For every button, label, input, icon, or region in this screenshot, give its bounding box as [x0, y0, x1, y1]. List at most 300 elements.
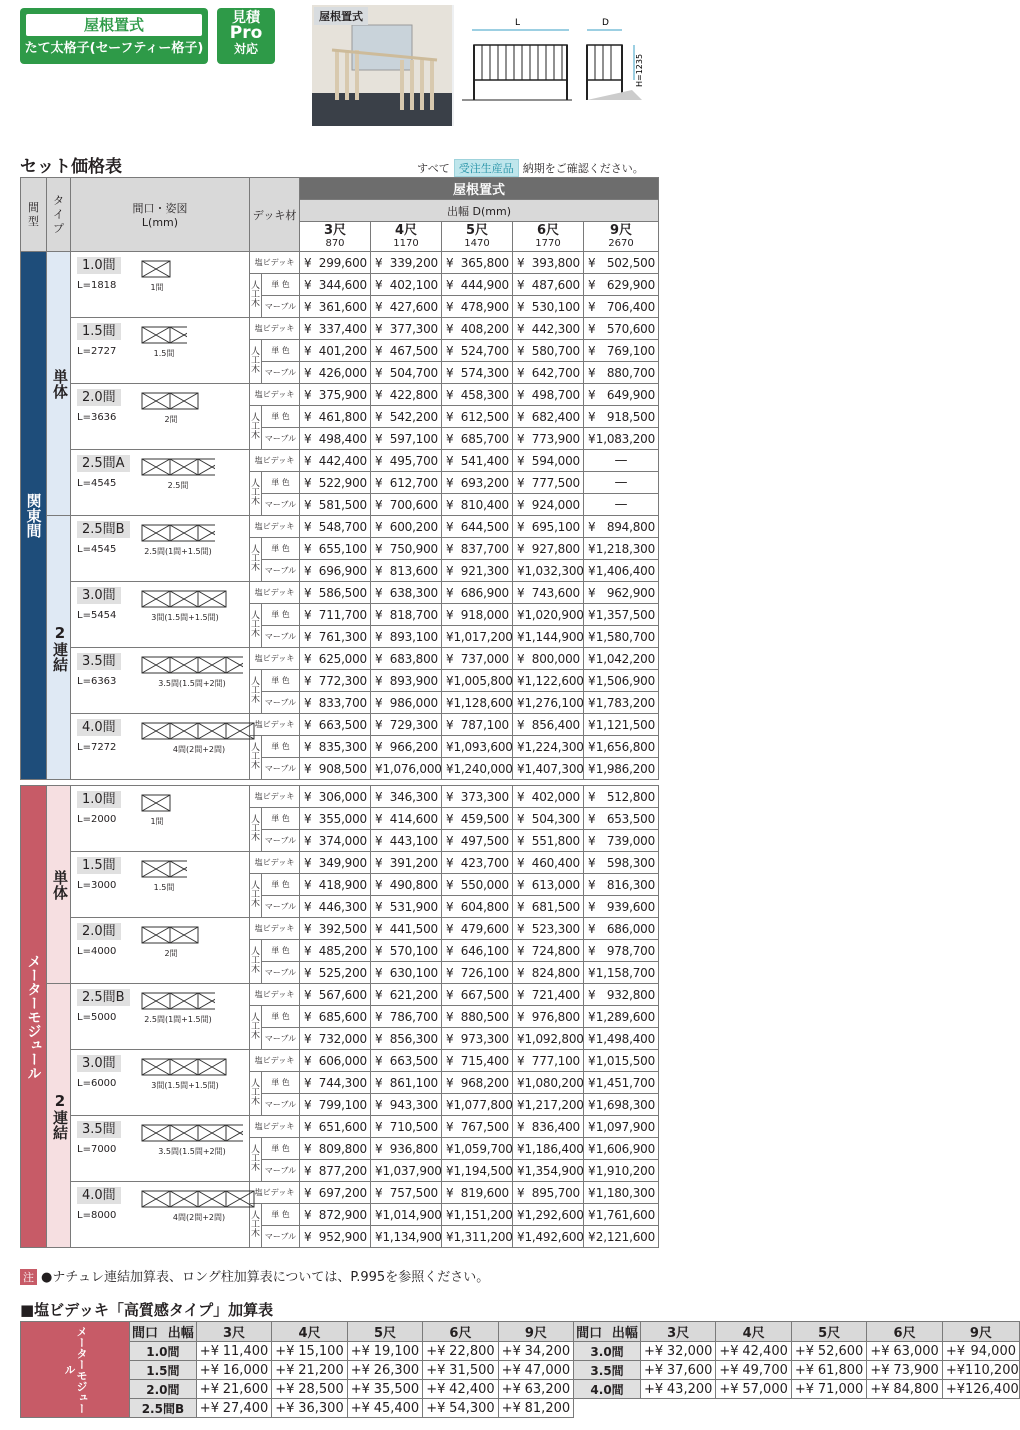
deck-enbi-label: 塩ビデッキ [250, 582, 300, 604]
yen-sign: ¥ [446, 855, 454, 870]
price-cell: ¥ 525,200 [300, 962, 371, 984]
yen-sign: ¥ [588, 519, 596, 534]
size-name: 2.0間 [77, 389, 121, 406]
price-cell: ¥ 531,900 [371, 896, 442, 918]
price-cell: — [584, 472, 659, 494]
plus-yen: +¥ [199, 1343, 219, 1359]
price-cell: ¥ 377,300 [371, 318, 442, 340]
elevation-diagram [141, 722, 257, 742]
plus-yen: +¥ [350, 1362, 370, 1378]
yen-sign: ¥ [588, 673, 596, 688]
price-cell: ¥ 837,700 [442, 538, 513, 560]
price-cell: ¥ 391,200 [371, 852, 442, 874]
price-cell: ¥ 365,800 [442, 252, 513, 274]
deck-jinkou-label: 人 工 木 [250, 538, 262, 582]
plus-yen: +¥ [870, 1343, 890, 1359]
table-row [21, 450, 659, 472]
price-cell: ¥ 1,986,200 [584, 758, 659, 780]
yen-sign: ¥ [446, 321, 454, 336]
deck-jinkou-label: 人 工 木 [250, 274, 262, 318]
depth-mm: 870 [325, 238, 345, 249]
yen-sign: ¥ [375, 943, 383, 958]
price-cell: ¥ 446,300 [300, 896, 371, 918]
price-cell: ¥ 1,292,600 [513, 1204, 584, 1226]
addon-value: +¥ 61,800 [791, 1361, 866, 1380]
depth-mm: 2670 [608, 238, 634, 249]
col-size-header [71, 178, 250, 252]
deck-tanshoku-label: 単 色 [262, 670, 300, 692]
plus-yen: +¥ [199, 1400, 219, 1416]
depth-label: 4尺 [394, 223, 418, 238]
price-cell: ¥ 418,900 [300, 874, 371, 896]
diagram-dim: 4間(2間+2間) [172, 1213, 226, 1222]
price-cell: ¥ 1,606,900 [584, 1138, 659, 1160]
yen-sign: ¥ [375, 277, 383, 292]
price-cell: ¥ 1,910,200 [584, 1160, 659, 1182]
depth-col-header [513, 222, 584, 252]
confirm-note [417, 159, 644, 177]
deck-marble-label: マーブル [262, 494, 300, 516]
yen-sign: ¥ [446, 965, 454, 980]
addon-value: +¥ 63,200 [498, 1380, 573, 1399]
price-cell: ¥ 799,100 [300, 1094, 371, 1116]
plus-yen: +¥ [275, 1343, 295, 1359]
plus-yen: +¥ [794, 1362, 815, 1378]
addon-col-header: 9尺 [498, 1322, 573, 1342]
dim-L: L [515, 18, 521, 28]
deck-jinkou-label: 人 工 木 [250, 1006, 262, 1050]
price-cell: ¥ 597,100 [371, 428, 442, 450]
price-cell: ¥ 861,100 [371, 1072, 442, 1094]
price-cell: ¥ 467,500 [371, 340, 442, 362]
yen-sign: ¥ [517, 1075, 525, 1090]
price-cell: ¥ 1,276,100 [513, 692, 584, 714]
depth-header: 出幅 D(mm) [300, 200, 659, 222]
price-cell: ¥ 706,400 [584, 296, 659, 318]
yen-sign: ¥ [588, 387, 596, 402]
yen-sign: ¥ [588, 1141, 596, 1156]
price-cell: ¥ 663,500 [300, 714, 371, 736]
addon-value: +¥ 71,000 [791, 1380, 866, 1399]
price-cell: ¥ 629,900 [584, 274, 659, 296]
yen-sign: ¥ [588, 761, 596, 776]
mitsumori-pro-badge [217, 8, 275, 64]
yen-sign: ¥ [588, 409, 596, 424]
yen-sign: ¥ [446, 811, 454, 826]
size-name: 1.0間 [77, 257, 121, 274]
yen-sign: ¥ [446, 673, 454, 688]
price-cell: ¥ 373,300 [442, 786, 513, 808]
diagram-dim: 4間(2間+2間) [172, 745, 226, 754]
yen-sign: ¥ [304, 541, 312, 556]
plus-yen: +¥ [350, 1381, 370, 1397]
price-cell: ¥ 715,400 [442, 1050, 513, 1072]
addon-value: +¥ 15,100 [272, 1342, 347, 1361]
elevation-diagram [141, 260, 173, 280]
price-cell: ¥ 685,600 [300, 1006, 371, 1028]
price-cell: ¥ 570,100 [371, 940, 442, 962]
type-label [47, 516, 71, 780]
deck-jinkou-label: 人 工 木 [250, 808, 262, 852]
yen-sign: ¥ [304, 965, 312, 980]
deck-marble-label: マーブル [262, 362, 300, 384]
deck-marble-label: マーブル [262, 428, 300, 450]
price-cell: ¥ 986,000 [371, 692, 442, 714]
price-cell: ¥ 1,580,700 [584, 626, 659, 648]
addon-row-name: 4.0間 [574, 1380, 641, 1399]
yen-sign: ¥ [375, 475, 383, 490]
yen-sign: ¥ [588, 255, 596, 270]
plus-yen: +¥ [426, 1343, 446, 1359]
deck-tanshoku-label: 単 色 [262, 406, 300, 428]
price-cell: ¥ 786,700 [371, 1006, 442, 1028]
deck-marble-label: マーブル [262, 830, 300, 852]
yen-sign: ¥ [517, 497, 525, 512]
price-cell: ¥ 1,180,300 [584, 1182, 659, 1204]
price-cell: ¥ 724,800 [513, 940, 584, 962]
yen-sign: ¥ [375, 855, 383, 870]
diagram-wrap [141, 326, 187, 359]
yen-sign: ¥ [517, 409, 525, 424]
price-cell: ¥ 1,218,300 [584, 538, 659, 560]
size-name: 2.5間B [77, 521, 130, 538]
plus-yen: +¥ [501, 1400, 521, 1416]
yen-sign: ¥ [517, 987, 525, 1002]
size-cell [71, 516, 250, 582]
depth-label: 9尺 [610, 223, 633, 238]
note-badge: 注 [20, 1269, 37, 1285]
yen-sign: ¥ [375, 431, 383, 446]
size-cell [71, 384, 250, 450]
diagram-dim: 2.5間 [167, 481, 189, 490]
dim-H: H=1235 [635, 53, 644, 87]
yen-sign: ¥ [517, 673, 525, 688]
price-cell: ¥ 787,100 [442, 714, 513, 736]
price-cell: ¥ 485,200 [300, 940, 371, 962]
price-cell: ¥ 1,217,200 [513, 1094, 584, 1116]
diagram-wrap [141, 392, 201, 425]
elevation-diagram [141, 656, 243, 676]
price-cell: ¥ 962,900 [584, 582, 659, 604]
addon-value: +¥ 52,600 [791, 1342, 866, 1361]
depth-mm: 1470 [464, 238, 490, 249]
yen-sign: ¥ [304, 651, 312, 666]
yen-sign: ¥ [588, 563, 596, 578]
yen-sign: ¥ [446, 541, 454, 556]
yen-sign: ¥ [517, 1097, 525, 1112]
yen-sign: ¥ [375, 1141, 383, 1156]
plus-yen: +¥ [643, 1381, 664, 1397]
yen-sign: ¥ [375, 1207, 383, 1222]
table-row [21, 714, 659, 736]
addon-value: +¥ 49,700 [716, 1361, 791, 1380]
price-cell: ¥ 700,600 [371, 494, 442, 516]
yen-sign: ¥ [304, 585, 312, 600]
price-cell: ¥ 711,700 [300, 604, 371, 626]
depth-col-header [584, 222, 659, 252]
confirm-pre: すべて [417, 162, 450, 175]
yen-sign: ¥ [588, 695, 596, 710]
yen-sign: ¥ [446, 1053, 454, 1068]
diagram-wrap [141, 1190, 257, 1223]
type-label [47, 786, 71, 984]
yen-sign: ¥ [588, 717, 596, 732]
yen-sign: ¥ [304, 1163, 312, 1178]
size-name: 3.5間 [77, 653, 121, 670]
deck-marble-label: マーブル [262, 296, 300, 318]
yen-sign: ¥ [304, 739, 312, 754]
elevation-diagram [141, 860, 187, 880]
yen-sign: ¥ [517, 585, 525, 600]
diagram-dim: 3.5間(1.5間+2間) [158, 1147, 226, 1156]
yen-sign: ¥ [446, 1097, 454, 1112]
price-cell: ¥ 581,500 [300, 494, 371, 516]
price-cell: ¥ 393,800 [513, 252, 584, 274]
price-cell: ¥ 1,783,200 [584, 692, 659, 714]
price-cell: ¥ 621,200 [371, 984, 442, 1006]
deck-tanshoku-label: 単 色 [262, 274, 300, 296]
price-cell: ¥ 490,800 [371, 874, 442, 896]
type-text: 単体 [51, 869, 69, 900]
col-type-header: タイプ [47, 178, 71, 252]
price-cell: ¥ 856,300 [371, 1028, 442, 1050]
size-length: L=5000 [77, 1012, 117, 1023]
yen-sign: ¥ [446, 1229, 454, 1244]
elevation-diagram [141, 1058, 229, 1078]
price-cell: ¥ 502,500 [584, 252, 659, 274]
addon-value: +¥ 54,300 [423, 1399, 498, 1418]
price-cell: ¥ 408,200 [442, 318, 513, 340]
yen-sign: ¥ [446, 497, 454, 512]
price-cell: ¥ 1,224,300 [513, 736, 584, 758]
deck-enbi-label: 塩ビデッキ [250, 516, 300, 538]
type-label [47, 252, 71, 516]
yen-sign: ¥ [517, 387, 525, 402]
price-cell: ¥ 893,900 [371, 670, 442, 692]
table-row [21, 918, 659, 940]
yen-sign: ¥ [304, 629, 312, 644]
yen-sign: ¥ [304, 563, 312, 578]
yen-sign: ¥ [375, 789, 383, 804]
yen-sign: ¥ [446, 1141, 454, 1156]
addon-value: +¥ 11,400 [196, 1342, 271, 1361]
yen-sign: ¥ [375, 453, 383, 468]
yen-sign: ¥ [588, 585, 596, 600]
addon-value: +¥ 37,600 [640, 1361, 715, 1380]
diagram-dim: 1.5間 [153, 349, 175, 358]
elevation-diagram [141, 524, 215, 544]
yen-sign: ¥ [375, 1009, 383, 1024]
price-cell: ¥ 344,600 [300, 274, 371, 296]
region-text: メーターモジュール [25, 953, 42, 1080]
diagram-wrap [141, 1124, 243, 1157]
yen-sign: ¥ [517, 365, 525, 380]
yen-sign: ¥ [375, 1097, 383, 1112]
price-cell: ¥ 580,700 [513, 340, 584, 362]
yen-sign: ¥ [446, 277, 454, 292]
plus-yen: +¥ [426, 1381, 446, 1397]
price-cell: ¥ 877,200 [300, 1160, 371, 1182]
price-cell: ¥ 655,100 [300, 538, 371, 560]
addon-col-header: 5尺 [347, 1322, 422, 1342]
yen-sign: ¥ [375, 1185, 383, 1200]
price-cell: ¥ 1,134,900 [371, 1226, 442, 1248]
addon-corner [574, 1322, 641, 1342]
yen-sign: ¥ [446, 431, 454, 446]
price-cell: ¥ 737,000 [442, 648, 513, 670]
addon-value: +¥ 110,200 [942, 1361, 1019, 1380]
yen-sign: ¥ [517, 921, 525, 936]
elevation-diagram [141, 458, 215, 478]
yen-sign: ¥ [517, 811, 525, 826]
yen-sign: ¥ [588, 789, 596, 804]
yen-sign: ¥ [446, 1119, 454, 1134]
badge-subtitle: たて太格子(セーフティー格子) [24, 41, 204, 56]
yen-sign: ¥ [517, 1207, 525, 1222]
deck-marble-label: マーブル [262, 758, 300, 780]
yen-sign: ¥ [517, 761, 525, 776]
yen-sign: ¥ [446, 343, 454, 358]
price-cell: ¥ 769,100 [584, 340, 659, 362]
price-cell: ¥ 346,300 [371, 786, 442, 808]
size-name: 3.5間 [77, 1121, 121, 1138]
yen-sign: ¥ [446, 409, 454, 424]
price-cell: ¥ 504,700 [371, 362, 442, 384]
price-cell: ¥ 542,200 [371, 406, 442, 428]
addon-value: +¥ 63,000 [867, 1342, 942, 1361]
price-cell: ¥ 1,656,800 [584, 736, 659, 758]
deck-jinkou-label: 人 工 木 [250, 874, 262, 918]
yen-sign: ¥ [304, 921, 312, 936]
table-row [21, 852, 659, 874]
yen-sign: ¥ [375, 987, 383, 1002]
price-cell: ¥ 459,500 [442, 808, 513, 830]
yen-sign: ¥ [446, 695, 454, 710]
yen-sign: ¥ [304, 1097, 312, 1112]
price-cell: ¥ 630,100 [371, 962, 442, 984]
price-cell: ¥ 361,600 [300, 296, 371, 318]
depth-label: 6尺 [536, 223, 560, 238]
yen-sign: ¥ [517, 1031, 525, 1046]
plus-yen: +¥ [870, 1362, 890, 1378]
deck-enbi-label: 塩ビデッキ [250, 984, 300, 1006]
price-cell: ¥ 570,600 [584, 318, 659, 340]
deck-enbi-label: 塩ビデッキ [250, 384, 300, 406]
price-cell: ¥ 921,300 [442, 560, 513, 582]
footnote [20, 1266, 489, 1285]
diagram-dim: 2間 [164, 949, 178, 958]
type-text: 2連結 [51, 623, 69, 672]
price-cell: ¥ 574,300 [442, 362, 513, 384]
price-cell: ¥ 1,092,800 [513, 1028, 584, 1050]
price-cell: ¥ 374,000 [300, 830, 371, 852]
addon-col-header: 3尺 [640, 1322, 715, 1342]
yen-sign: ¥ [304, 899, 312, 914]
price-cell: ¥ 836,400 [513, 1116, 584, 1138]
yen-sign: ¥ [446, 365, 454, 380]
yen-sign: ¥ [517, 651, 525, 666]
yen-sign: ¥ [375, 607, 383, 622]
addon-value: +¥ 43,200 [640, 1380, 715, 1399]
size-cell [71, 1116, 250, 1182]
type-text: 2連結 [51, 1091, 69, 1140]
price-cell: ¥ 750,900 [371, 538, 442, 560]
price-cell: ¥ 512,800 [584, 786, 659, 808]
size-length: L=2000 [77, 814, 117, 825]
addon-value: +¥ 57,000 [716, 1380, 791, 1399]
price-cell: ¥ 1,240,000 [442, 758, 513, 780]
deck-enbi-label: 塩ビデッキ [250, 852, 300, 874]
size-length: L=8000 [77, 1210, 117, 1221]
yen-sign: ¥ [304, 255, 312, 270]
price-cell: ¥ 1,080,200 [513, 1072, 584, 1094]
yen-sign: ¥ [304, 409, 312, 424]
yen-sign: ¥ [304, 811, 312, 826]
yen-sign: ¥ [375, 811, 383, 826]
yen-sign: ¥ [446, 475, 454, 490]
plus-yen: +¥ [945, 1343, 965, 1359]
price-cell: ¥ 686,000 [584, 918, 659, 940]
yen-sign: ¥ [446, 255, 454, 270]
diagram-wrap [141, 260, 173, 293]
region-label [21, 786, 47, 1248]
price-cell: ¥ 767,500 [442, 1116, 513, 1138]
price-cell: ¥ 667,500 [442, 984, 513, 1006]
plus-yen: +¥ [426, 1400, 446, 1416]
yen-sign: ¥ [517, 1163, 525, 1178]
price-cell: ¥ 1,097,900 [584, 1116, 659, 1138]
plus-yen: +¥ [719, 1343, 739, 1359]
price-cell: ¥ 1,498,400 [584, 1028, 659, 1050]
yen-sign: ¥ [446, 833, 454, 848]
yen-sign: ¥ [588, 277, 596, 292]
yen-sign: ¥ [517, 431, 525, 446]
size-cell [71, 450, 250, 516]
deck-marble-label: マーブル [262, 1226, 300, 1248]
size-length: L=5454 [77, 610, 117, 621]
yen-sign: ¥ [446, 717, 454, 732]
price-cell: ¥ 895,700 [513, 1182, 584, 1204]
price-cell: ¥ 497,500 [442, 830, 513, 852]
price-cell: ¥ 423,700 [442, 852, 513, 874]
price-cell: ¥ 498,700 [513, 384, 584, 406]
addon-row [21, 1380, 1020, 1399]
plus-yen: +¥ [275, 1400, 295, 1416]
price-cell: ¥ 1,083,200 [584, 428, 659, 450]
table-row [21, 516, 659, 538]
yen-sign: ¥ [588, 833, 596, 848]
size-length: L=6000 [77, 1078, 117, 1089]
addon-value: +¥ 45,400 [347, 1399, 422, 1418]
yen-sign: ¥ [517, 1141, 525, 1156]
yen-sign: ¥ [588, 299, 596, 314]
deck-marble-label: マーブル [262, 1028, 300, 1050]
addon-col-header: 6尺 [423, 1322, 498, 1342]
deck-enbi-label: 塩ビデッキ [250, 252, 300, 274]
yen-sign: ¥ [517, 343, 525, 358]
addon-value: +¥ 42,400 [716, 1342, 791, 1361]
diagram-dim: 2間 [164, 415, 178, 424]
yen-sign: ¥ [375, 321, 383, 336]
yen-sign: ¥ [446, 877, 454, 892]
price-cell: ¥ 1,020,900 [513, 604, 584, 626]
price-cell: ¥ 697,200 [300, 1182, 371, 1204]
deck-enbi-label: 塩ビデッキ [250, 450, 300, 472]
plus-yen: +¥ [794, 1343, 815, 1359]
price-cell: ¥ 710,500 [371, 1116, 442, 1138]
size-name: 1.0間 [77, 791, 121, 808]
pro-line1: 見積 [232, 10, 260, 26]
